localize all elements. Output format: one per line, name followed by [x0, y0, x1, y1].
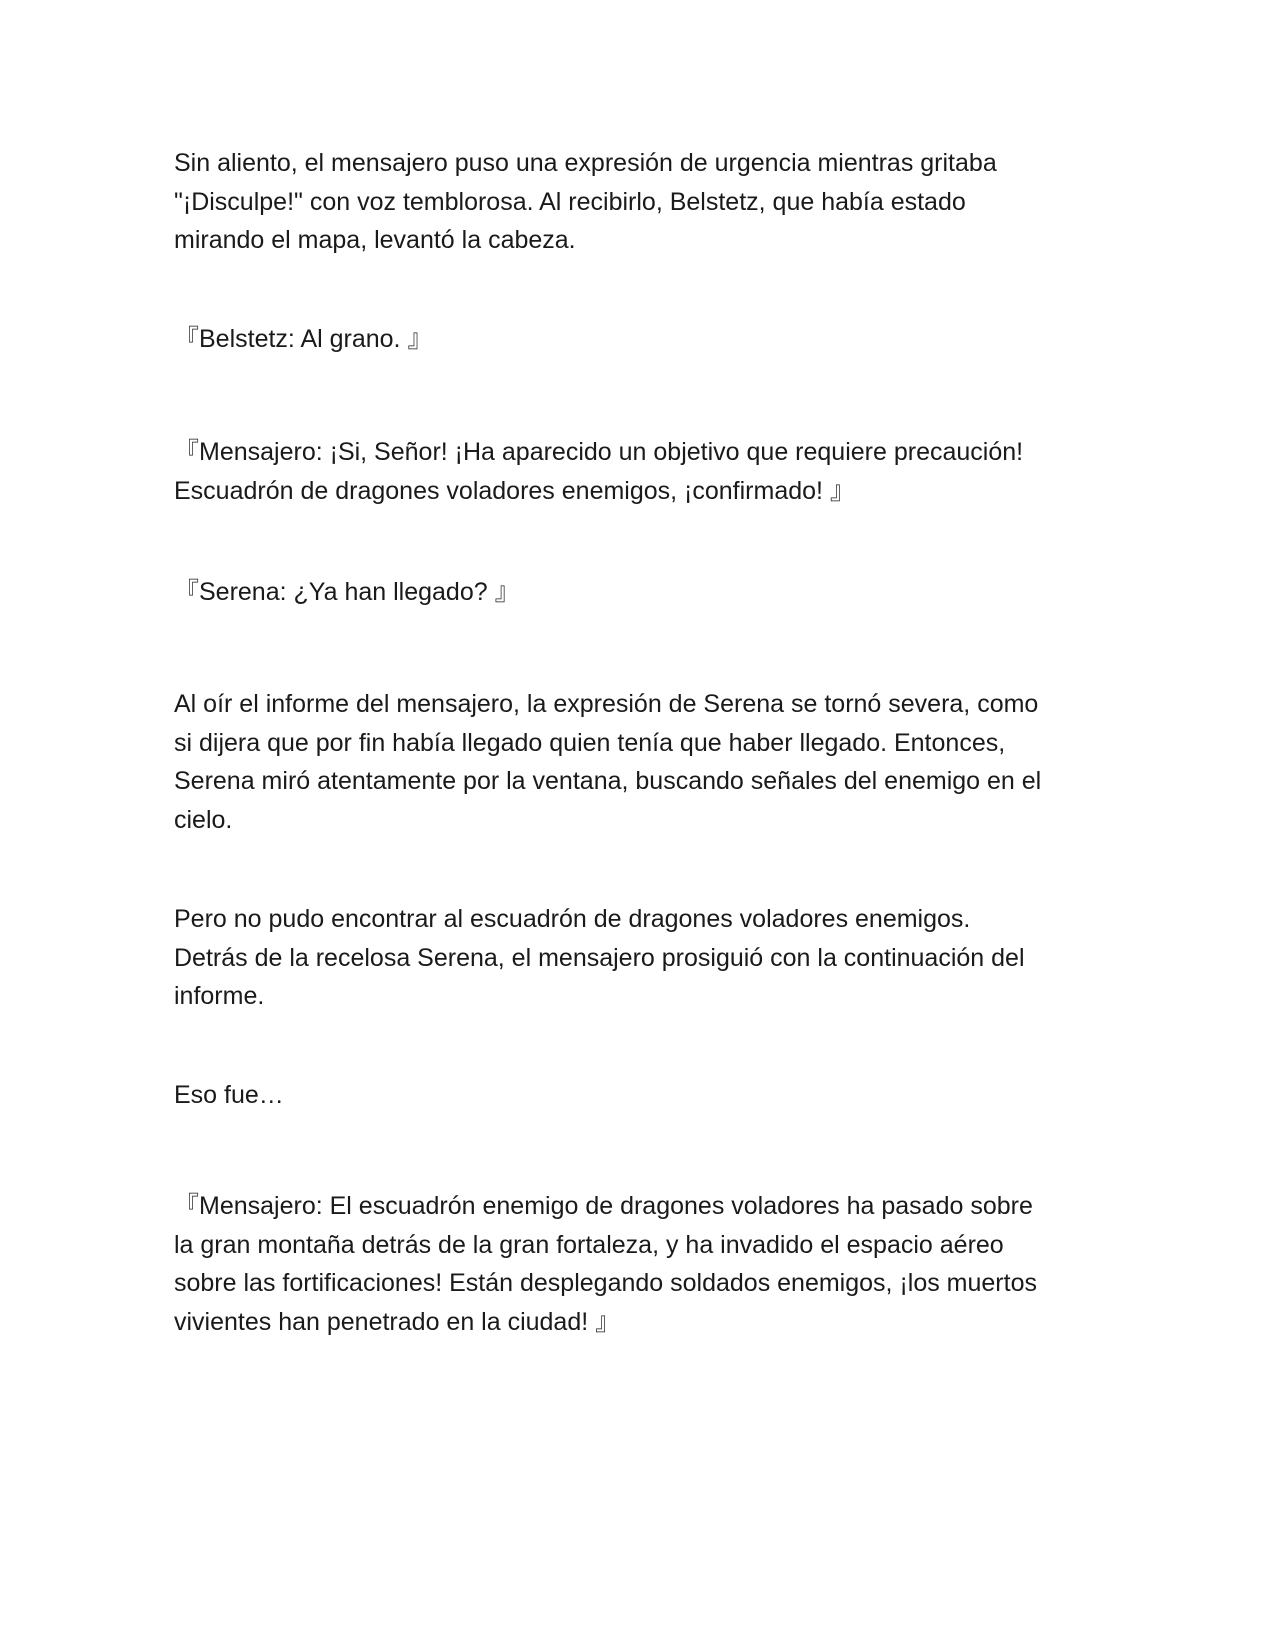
text-line: Eso fue…: [174, 1081, 284, 1109]
text-line: sobre las fortificaciones! Están desplegando soldados enemigos, ¡los muertos: [174, 1269, 1037, 1297]
text-line: Escuadrón de dragones voladores enemigos, ¡confirmado! 』: [174, 476, 855, 505]
text-line: 『Mensajero: ¡Si, Señor! ¡Ha aparecido un objetivo que requiere precaución!: [174, 438, 1024, 466]
text-line: 『Belstetz: Al grano. 』: [174, 325, 433, 353]
text-line: Detrás de la recelosa Serena, el mensajero prosiguió con la continuación del: [174, 943, 1025, 972]
paragraph-3: [174, 900, 1099, 1016]
dialogue-mensajero-2: [174, 1187, 1099, 1341]
text-line: 『Mensajero: El escuadrón enemigo de dragones voladores ha pasado sobre: [174, 1192, 1033, 1220]
text-line: Pero no pudo encontrar al escuadrón de dragones voladores enemigos.: [174, 905, 971, 933]
text-line: Serena miró atentamente por la ventana, buscando señales del enemigo en el: [174, 767, 1042, 795]
text-line: cielo.: [174, 805, 233, 834]
text-line: Sin aliento, el mensajero puso una expresión de urgencia mientras gritaba: [174, 149, 997, 177]
text-line: vivientes han penetrado en la ciudad! 』: [174, 1307, 621, 1336]
text-line: mirando el mapa, levantó la cabeza.: [174, 226, 576, 254]
dialogue-serena: [174, 573, 1099, 612]
text-line: la gran montaña detrás de la gran fortaleza, y ha invadido el espacio aéreo: [174, 1230, 1004, 1259]
dialogue-mensajero-1: [174, 433, 1099, 510]
paragraph-2: [174, 685, 1099, 839]
paragraph-4: [174, 1076, 1099, 1115]
text-line: informe.: [174, 982, 265, 1010]
dialogue-belstetz: [174, 320, 1099, 359]
paragraph-1: [174, 144, 1099, 260]
text-line: Al oír el informe del mensajero, la expresión de Serena se tornó severa, como: [174, 690, 1039, 718]
text-line: 『Serena: ¿Ya han llegado? 』: [174, 578, 520, 606]
text-line: "¡Disculpe!" con voz temblorosa. Al recibirlo, Belstetz, que había estado: [174, 187, 966, 216]
text-line: si dijera que por fin había llegado quien tenía que haber llegado. Entonces,: [174, 728, 1006, 757]
